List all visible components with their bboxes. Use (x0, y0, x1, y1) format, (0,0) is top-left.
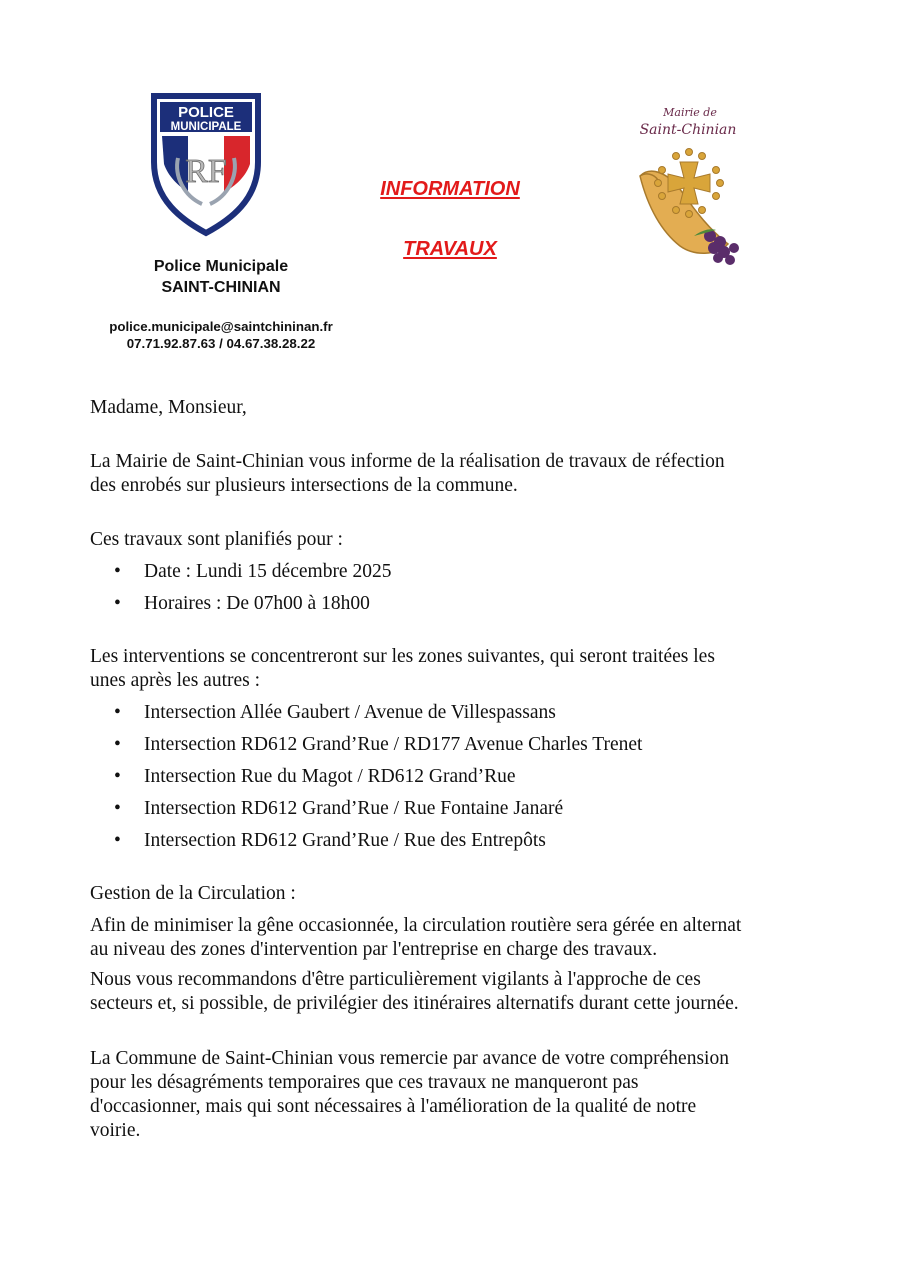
bullet-icon: • (114, 561, 121, 582)
police-contact (70, 318, 372, 352)
police-email: police.municipale@saintchininan.fr (109, 319, 333, 334)
planned-hours: Horaires : De 07h00 à 18h00 (144, 593, 370, 614)
traffic-p2-line-2: secteurs et, si possible, de privilégier des itinéraires alternatifs durant cette journée. (90, 993, 739, 1014)
bullet-icon: • (114, 702, 121, 723)
bullet-icon: • (114, 766, 121, 787)
police-name-line1: Police Municipale (153, 258, 289, 275)
police-logo-line2: MUNICIPALE (170, 121, 242, 133)
bullet-icon: • (114, 734, 121, 755)
zones-intro-line-2: unes après les autres : (90, 670, 261, 691)
zone-item: Intersection RD612 Grand’Rue / RD177 Avenue Charles Trenet (144, 734, 643, 755)
zone-item: Intersection RD612 Grand’Rue / Rue Fontaine Janaré (144, 798, 564, 819)
zones-intro (90, 645, 810, 693)
closing-line-1: La Commune de Saint-Chinian vous remercie par avance de votre compréhension (90, 1048, 729, 1069)
intro-paragraph (90, 450, 810, 498)
police-logo-monogram: RF (185, 153, 227, 190)
closing-line-4: voirie. (90, 1120, 141, 1141)
salutation: Madame, Monsieur, (90, 397, 247, 418)
police-logo-line1: POLICE (178, 104, 234, 121)
bullet-icon: • (114, 798, 121, 819)
mairie-logo (624, 96, 754, 274)
police-shield-icon (150, 92, 262, 237)
zones-intro-line-1: Les interventions se concentreront sur les zones suivantes, qui seront traitées les (90, 646, 715, 667)
title-information: INFORMATION (380, 178, 520, 200)
planned-label: Ces travaux sont planifiés pour : (90, 529, 343, 550)
traffic-p1-line-1: Afin de minimiser la gêne occasionnée, la circulation routière sera gérée en alternat (90, 915, 742, 936)
traffic-p2-line-1: Nous vous recommandons d'être particulièrement vigilants à l'approche de ces (90, 969, 701, 990)
intro-line-1: La Mairie de Saint-Chinian vous informe de la réalisation de travaux de réfection (90, 451, 725, 472)
police-name-line2: SAINT-CHINIAN (161, 279, 281, 296)
traffic-paragraph-2 (90, 968, 810, 1016)
title-travaux: TRAVAUX (403, 238, 497, 260)
traffic-paragraph-1 (90, 914, 810, 962)
intro-line-2: des enrobés sur plusieurs intersections de la commune. (90, 475, 518, 496)
closing-line-2: pour les désagréments temporaires que ces travaux ne manqueront pas (90, 1072, 639, 1093)
planned-date: Date : Lundi 15 décembre 2025 (144, 561, 392, 582)
traffic-heading: Gestion de la Circulation : (90, 883, 296, 904)
closing-paragraph (90, 1047, 810, 1143)
zone-item: Intersection RD612 Grand’Rue / Rue des Entrepôts (144, 830, 546, 851)
zone-item: Intersection Rue du Magot / RD612 Grand’Rue (144, 766, 516, 787)
police-name (88, 256, 354, 298)
traffic-p1-line-2: au niveau des zones d'intervention par l'entreprise en charge des travaux. (90, 939, 658, 960)
police-municipale-logo (150, 92, 262, 237)
closing-line-3: d'occasionner, mais qui sont nécessaires à l'amélioration de la qualité de notre (90, 1096, 697, 1117)
mairie-emblem-icon (624, 96, 754, 274)
bullet-icon: • (114, 593, 121, 614)
bullet-icon: • (114, 830, 121, 851)
mairie-logo-line1: Mairie de (663, 106, 717, 119)
mairie-logo-line2: Saint-Chinian (639, 122, 737, 138)
police-phones: 07.71.92.87.63 / 04.67.38.28.22 (126, 336, 316, 351)
zone-item: Intersection Allée Gaubert / Avenue de Villespassans (144, 702, 556, 723)
